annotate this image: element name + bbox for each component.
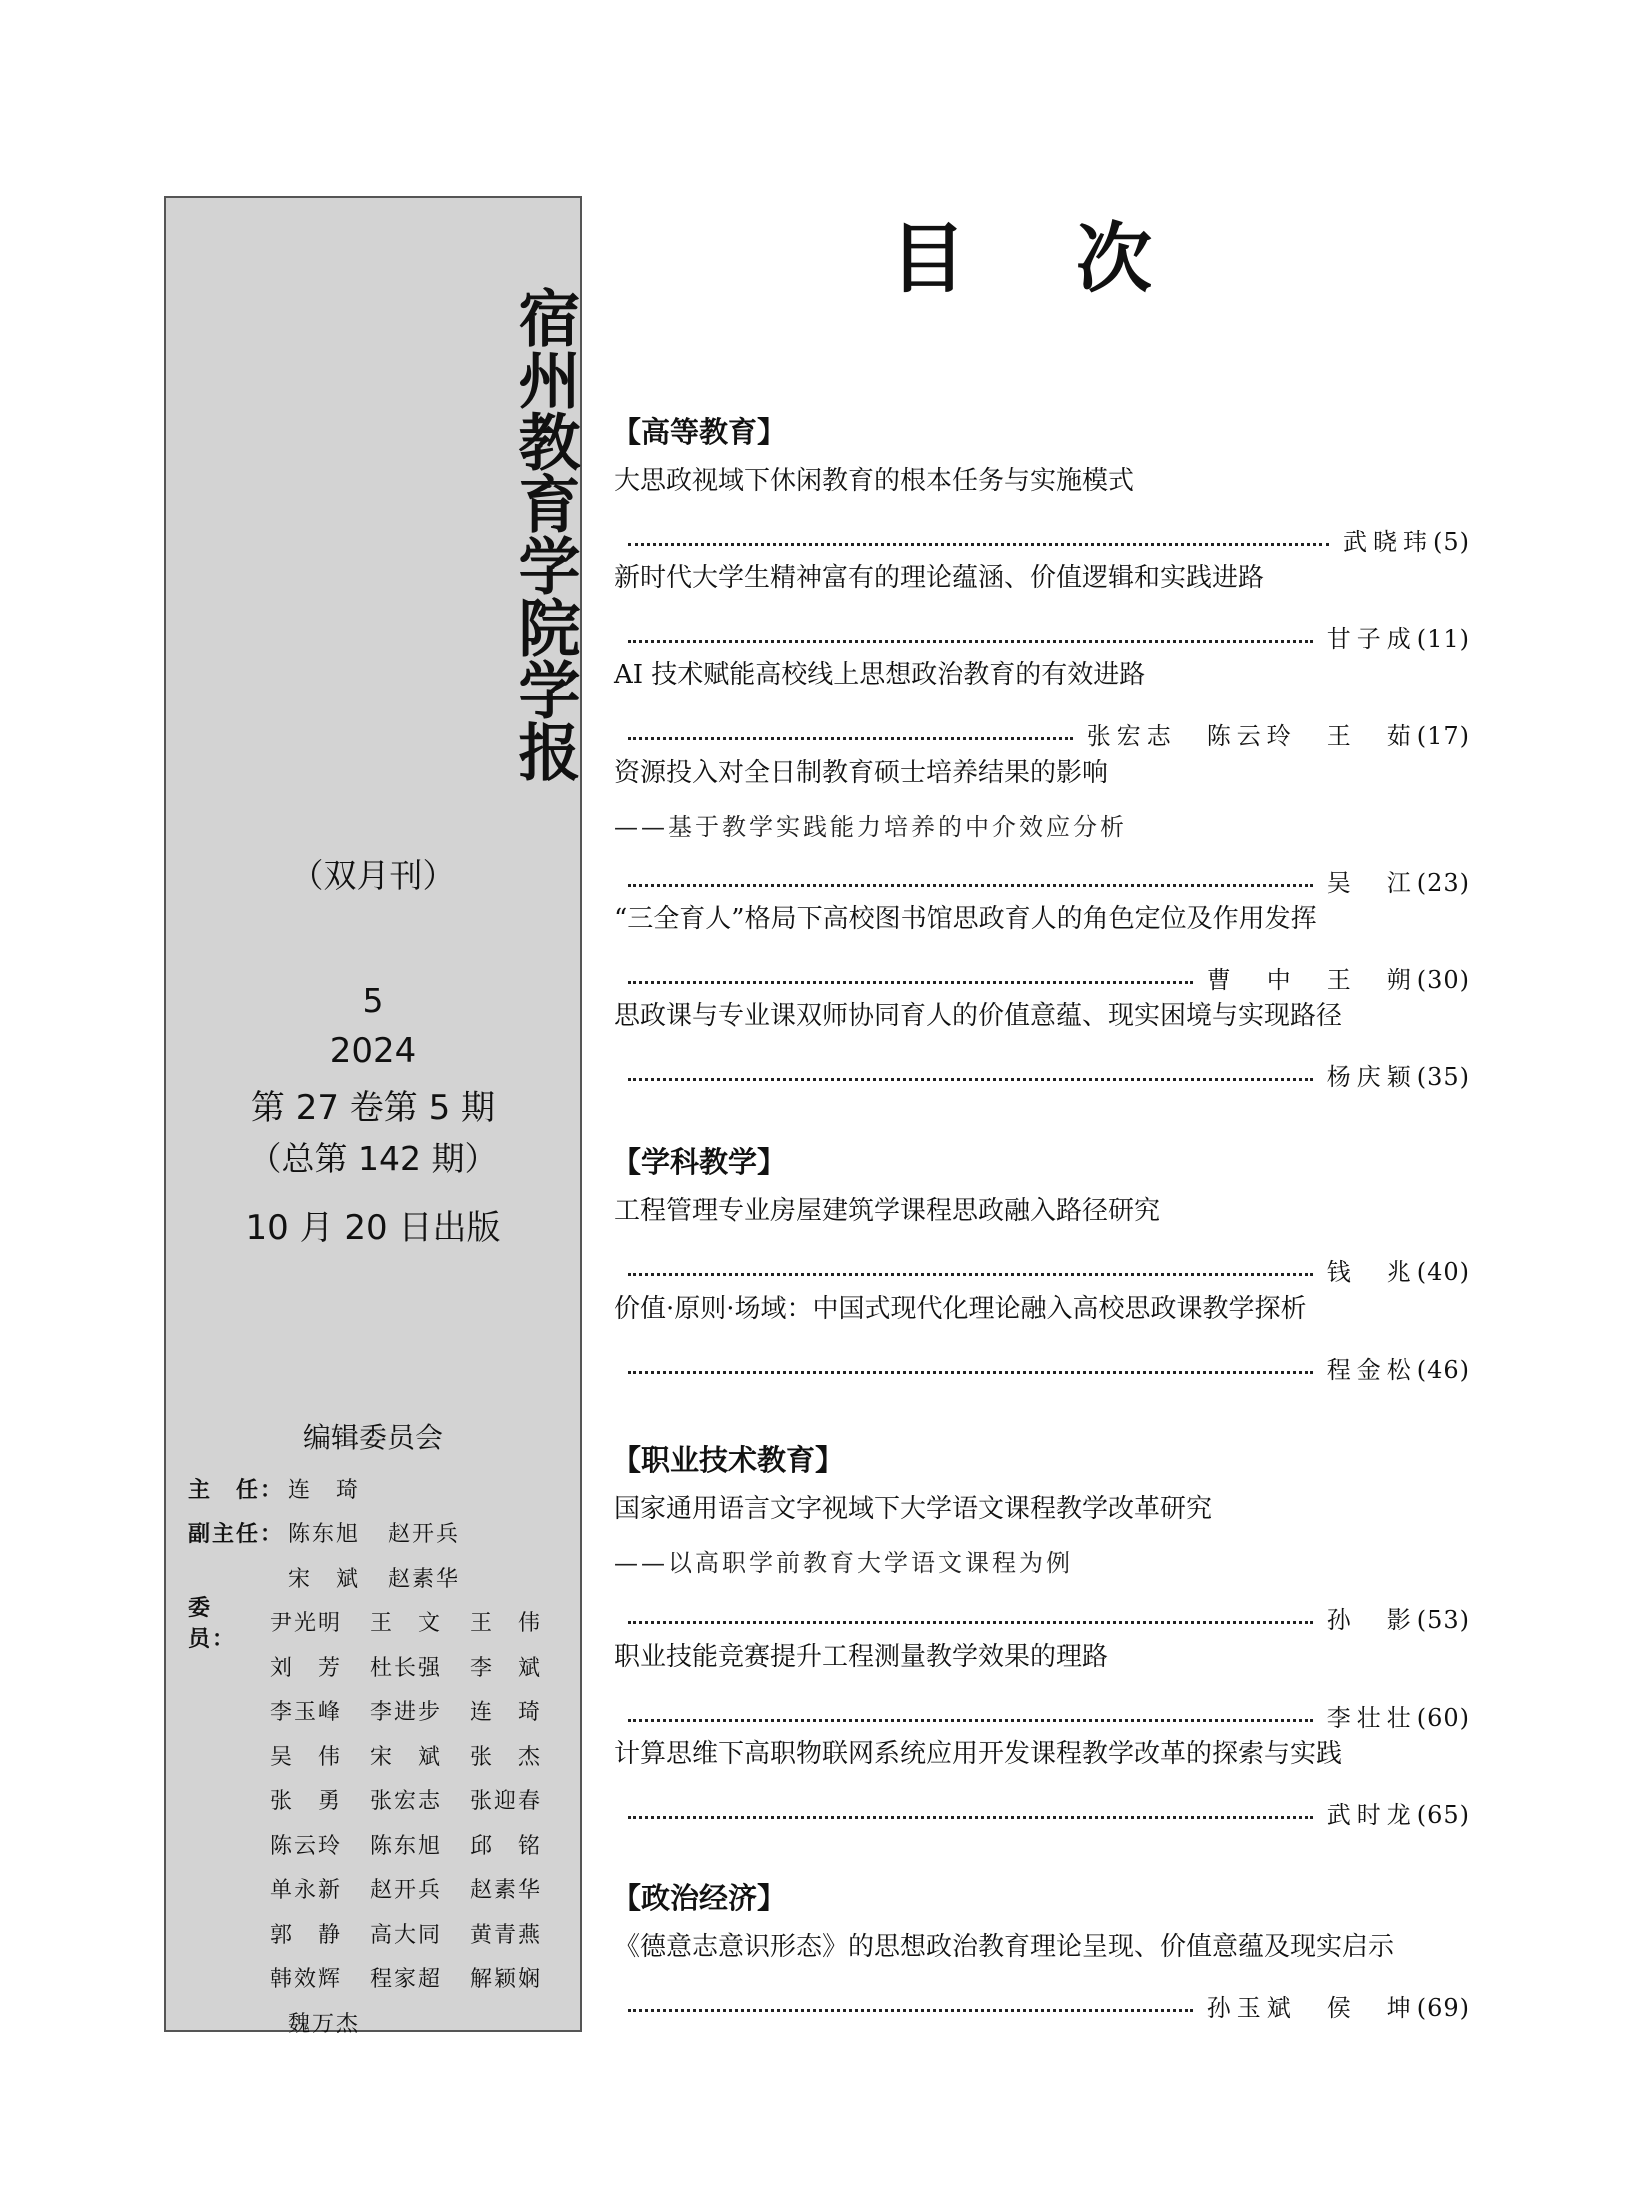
dot-leader	[628, 1621, 1313, 1624]
section-heading: 【政治经济】	[612, 1881, 787, 1915]
article-author: 杨庆颖	[1326, 1063, 1417, 1091]
board-member-name: 解颖娴	[470, 1967, 543, 1993]
article-author: 武时龙	[1326, 1801, 1417, 1829]
article-title[interactable]: 计算思维下高职物联网系统应用开发课程教学改革的探索与实践	[614, 1739, 1343, 1769]
article-subtitle: ——以高职学前教育大学语文课程为例	[614, 1549, 1073, 1577]
publication-date: 10 月 20 日出版	[245, 1208, 501, 1248]
toc-entry-leader	[628, 1698, 1470, 1733]
board-member-name: 赵开兵	[370, 1878, 443, 1904]
board-member-name: 邱 铭	[470, 1833, 543, 1859]
article-author: 李壮壮	[1326, 1704, 1417, 1732]
article-title[interactable]: 国家通用语言文字视域下大学语文课程教学改革研究	[614, 1494, 1213, 1524]
board-member-name: 陈云玲	[270, 1833, 343, 1859]
article-author: 张宏志 陈云玲 王 茹	[1086, 722, 1417, 750]
article-title[interactable]: 资源投入对全日制教育硕士培养结果的影响	[614, 758, 1109, 788]
board-row	[188, 1733, 570, 1778]
toc-title: 目次	[890, 214, 1262, 303]
board-role: 委 员：	[188, 1595, 237, 1652]
total-issue: （总第 142 期）	[248, 1139, 498, 1178]
toc-entry-leader	[628, 716, 1470, 751]
article-title[interactable]: 思政课与专业课双师协同育人的价值意蕴、现实困境与实现路径	[614, 1001, 1343, 1031]
section-heading: 【职业技术教育】	[612, 1443, 845, 1477]
article-page-number: (69)	[1416, 1994, 1470, 2022]
board-row	[188, 1689, 570, 1734]
dot-leader	[628, 640, 1313, 643]
toc-entry-leader	[628, 1252, 1470, 1287]
board-row	[188, 1511, 570, 1556]
board-member-name: 连 琦	[470, 1700, 543, 1726]
dot-leader	[628, 1078, 1313, 1081]
section-heading: 【高等教育】	[612, 415, 787, 449]
editorial-board-list	[188, 1466, 570, 2045]
article-author: 孙 影	[1326, 1606, 1417, 1634]
journal-title: 宿 州 教 育 学 院 学 报	[508, 286, 581, 782]
board-member-name: 吴 伟	[270, 1744, 343, 1770]
article-author: 钱 兆	[1326, 1258, 1417, 1286]
board-member-name: 张 勇	[270, 1789, 343, 1815]
board-member-name: 张迎春	[470, 1789, 543, 1815]
board-row	[188, 1778, 570, 1823]
board-member-name: 张宏志	[370, 1789, 443, 1815]
article-title[interactable]: 职业技能竞赛提升工程测量教学效果的理路	[614, 1642, 1109, 1672]
board-member-name: 张 杰	[470, 1744, 543, 1770]
board-member-name: 王 伟	[470, 1611, 543, 1637]
toc-entry-leader	[628, 1988, 1470, 2023]
article-title[interactable]: 新时代大学生精神富有的理论蕴涵、价值逻辑和实践进路	[614, 563, 1265, 593]
board-role: 副主任：	[188, 1522, 285, 1548]
article-page-number: (17)	[1416, 722, 1470, 750]
toc-entry-leader	[628, 960, 1470, 995]
toc-entry-leader	[628, 1600, 1470, 1635]
dot-leader	[628, 737, 1073, 740]
board-member-name: 赵素华	[388, 1566, 461, 1592]
article-title[interactable]: “三全育人”格局下高校图书馆思政育人的角色定位及作用发挥	[614, 904, 1317, 934]
publication-frequency: （双月刊）	[290, 856, 456, 895]
article-title[interactable]: AI 技术赋能高校线上思想政治教育的有效进路	[614, 660, 1146, 690]
dot-leader	[628, 1273, 1313, 1276]
article-author: 吴 江	[1326, 869, 1417, 897]
section-heading: 【学科教学】	[612, 1145, 787, 1179]
article-author: 武晓玮	[1343, 528, 1433, 556]
board-member-name: 李玉峰	[270, 1700, 343, 1726]
article-author: 曹 中 王 朔	[1206, 966, 1417, 994]
article-title[interactable]: 《德意志意识形态》的思想政治教育理论呈现、价值意蕴及现实启示	[614, 1932, 1395, 1962]
volume-issue: 第 27 卷第 5 期	[250, 1088, 496, 1128]
board-row	[188, 1466, 570, 1511]
article-page-number: (23)	[1416, 869, 1470, 897]
board-member-name: 杜长强	[370, 1655, 443, 1681]
issue-year: 2024	[329, 1031, 417, 1071]
board-member-name: 尹光明	[270, 1611, 343, 1637]
article-author: 程金松	[1326, 1356, 1417, 1384]
board-member-name: 连 琦	[288, 1477, 361, 1503]
board-member-name: 王 文	[370, 1611, 443, 1637]
journal-info-panel	[164, 196, 582, 2037]
board-member-name: 刘 芳	[270, 1655, 343, 1681]
article-page-number: (65)	[1416, 1801, 1470, 1829]
toc-entry-leader	[628, 522, 1470, 557]
board-row	[188, 2000, 570, 2045]
toc-entry-leader	[628, 1057, 1470, 1092]
board-member-name: 赵素华	[470, 1878, 543, 1904]
toc-entry-leader	[628, 1350, 1470, 1385]
article-page-number: (60)	[1416, 1704, 1470, 1732]
article-author: 孙玉斌 侯 坤	[1206, 1994, 1417, 2022]
dot-leader	[628, 1816, 1313, 1819]
toc-entry-leader	[628, 1795, 1470, 1830]
article-page-number: (5)	[1433, 528, 1470, 556]
dot-leader	[628, 981, 1193, 984]
board-member-name: 高大同	[370, 1922, 443, 1948]
dot-leader	[628, 1719, 1313, 1722]
issue-number: 5	[362, 981, 384, 1020]
board-member-name: 李 斌	[470, 1655, 543, 1681]
board-member-name: 赵开兵	[388, 1522, 461, 1548]
board-member-name: 单永新	[270, 1878, 343, 1904]
article-page-number: (30)	[1416, 966, 1470, 994]
article-page-number: (11)	[1416, 625, 1470, 653]
board-row	[188, 1595, 570, 1652]
board-member-name: 黄青燕	[470, 1922, 543, 1948]
dot-leader	[628, 884, 1313, 887]
board-role: 主 任：	[188, 1477, 285, 1503]
article-title[interactable]: 工程管理专业房屋建筑学课程思政融入路径研究	[614, 1196, 1161, 1226]
board-member-name: 宋 斌	[288, 1566, 361, 1592]
board-member-name: 宋 斌	[370, 1744, 443, 1770]
board-member-name: 魏万杰	[288, 2011, 361, 2037]
article-subtitle: ——基于教学实践能力培养的中介效应分析	[614, 813, 1127, 841]
article-page-number: (46)	[1416, 1356, 1470, 1384]
board-row	[188, 1867, 570, 1912]
board-member-name: 韩效辉	[270, 1967, 343, 1993]
board-row	[188, 1822, 570, 1867]
dot-leader	[628, 2009, 1193, 2012]
board-member-name: 李进步	[370, 1700, 443, 1726]
toc-entry-leader	[628, 863, 1470, 898]
article-author: 甘子成	[1326, 625, 1417, 653]
toc-entry-leader	[628, 619, 1470, 654]
board-member-name: 陈东旭	[370, 1833, 443, 1859]
board-member-name: 郭 静	[270, 1922, 343, 1948]
article-page-number: (35)	[1416, 1063, 1470, 1091]
article-page-number: (53)	[1416, 1606, 1470, 1634]
board-member-name: 陈东旭	[288, 1522, 361, 1548]
board-row	[188, 1911, 570, 1956]
dot-leader	[628, 1371, 1313, 1374]
board-row	[188, 1956, 570, 2001]
board-member-name: 程家超	[370, 1967, 443, 1993]
article-page-number: (40)	[1416, 1258, 1470, 1286]
article-title[interactable]: 大思政视域下休闲教育的根本任务与实施模式	[614, 466, 1135, 496]
dot-leader	[628, 543, 1329, 546]
article-title[interactable]: 价值·原则·场域：中国式现代化理论融入高校思政课教学探析	[614, 1294, 1307, 1324]
editorial-board-title: 编辑委员会	[302, 1421, 443, 1454]
